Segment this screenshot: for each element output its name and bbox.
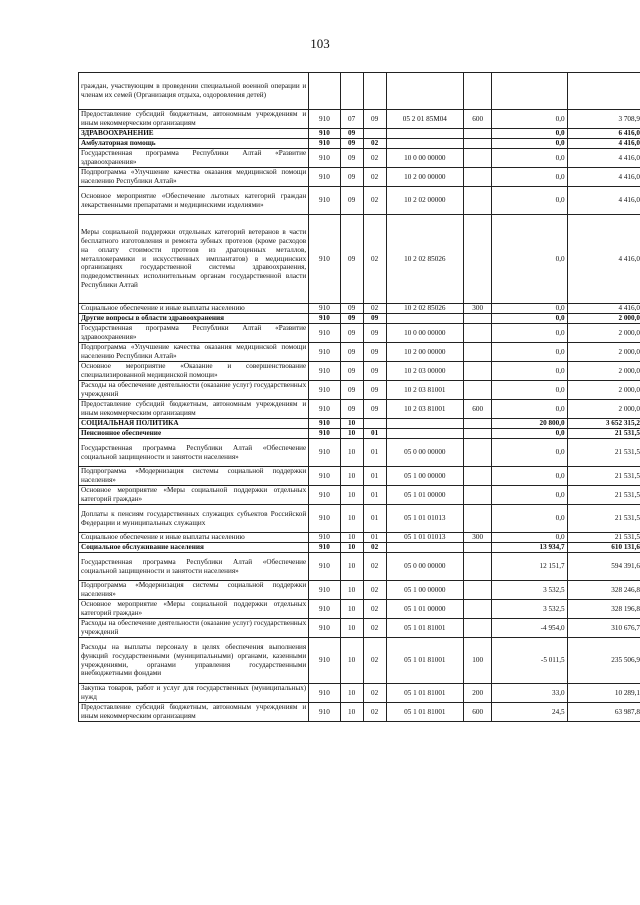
cell-subsection: 02: [363, 553, 386, 581]
cell-expense-type: [464, 73, 492, 110]
cell-target-article: 10 2 03 81001: [386, 381, 463, 400]
cell-total-amount: 2 000,0: [567, 381, 640, 400]
cell-expense-type: [464, 168, 492, 187]
table-row: [79, 486, 640, 505]
table-row: [79, 343, 640, 362]
cell-target-article: 05 1 01 00000: [386, 486, 463, 505]
cell-grbs: 910: [309, 553, 340, 581]
cell-name: Предоставление субсидий бюджетным, автономным учреждениям и иным некоммерческим организациям: [79, 400, 309, 419]
cell-name: Основное мероприятие «Обеспечение льготных категорий граждан лекарственными препаратами и медицинскими изделиями»: [79, 187, 309, 215]
cell-name: Подпрограмма «Улучшение качества оказания медицинской помощи населению Республики Алтай»: [79, 168, 309, 187]
cell-change-amount: 0,0: [492, 314, 567, 324]
table-row: [79, 581, 640, 600]
cell-grbs: 910: [309, 343, 340, 362]
cell-grbs: 910: [309, 168, 340, 187]
cell-total-amount: 4 416,0: [567, 139, 640, 149]
cell-subsection: 02: [363, 187, 386, 215]
cell-total-amount: 2 000,0: [567, 400, 640, 419]
cell-target-article: 05 1 01 81001: [386, 619, 463, 638]
cell-section: 10: [340, 703, 363, 722]
page-number: 103: [310, 36, 330, 51]
cell-name: Расходы на выплаты персоналу в целях обеспечения выполнения функций государственными (муниципальными) органами, казенными учреждениями, органами управления государственными внебюджетными фондами: [79, 638, 309, 684]
cell-target-article: 10 2 00 00000: [386, 168, 463, 187]
cell-total-amount: 4 416,0: [567, 149, 640, 168]
cell-target-article: [386, 429, 463, 439]
cell-grbs: 910: [309, 139, 340, 149]
cell-expense-type: [464, 553, 492, 581]
cell-subsection: 09: [363, 314, 386, 324]
cell-change-amount: 0,0: [492, 139, 567, 149]
table-row: [79, 168, 640, 187]
cell-total-amount: 63 987,8: [567, 703, 640, 722]
table-row: [79, 314, 640, 324]
cell-expense-type: [464, 467, 492, 486]
cell-change-amount: 0,0: [492, 215, 567, 304]
cell-change-amount: -4 954,0: [492, 619, 567, 638]
cell-target-article: 05 1 01 81001: [386, 684, 463, 703]
cell-expense-type: 200: [464, 684, 492, 703]
cell-target-article: 10 0 00 00000: [386, 149, 463, 168]
table-row: [79, 684, 640, 703]
cell-name: Социальное обеспечение и иные выплаты населению: [79, 533, 309, 543]
cell-expense-type: [464, 362, 492, 381]
cell-section: 09: [340, 324, 363, 343]
cell-total-amount: 21 531,5: [567, 467, 640, 486]
cell-name: Амбулаторная помощь: [79, 139, 309, 149]
cell-total-amount: 6 416,0: [567, 129, 640, 139]
table-row: [79, 381, 640, 400]
cell-total-amount: 21 531,5: [567, 533, 640, 543]
cell-section: 09: [340, 381, 363, 400]
cell-total-amount: 594 391,6: [567, 553, 640, 581]
cell-name: Государственная программа Республики Алтай «Развитие здравоохранения»: [79, 324, 309, 343]
cell-grbs: 910: [309, 324, 340, 343]
cell-subsection: 02: [363, 304, 386, 314]
cell-expense-type: [464, 149, 492, 168]
cell-total-amount: 21 531,5: [567, 429, 640, 439]
cell-expense-type: 300: [464, 304, 492, 314]
cell-grbs: 910: [309, 187, 340, 215]
cell-change-amount: 3 532,5: [492, 581, 567, 600]
cell-subsection: 02: [363, 168, 386, 187]
cell-subsection: 02: [363, 638, 386, 684]
cell-expense-type: 100: [464, 638, 492, 684]
cell-expense-type: [464, 505, 492, 533]
cell-section: 10: [340, 619, 363, 638]
cell-expense-type: [464, 314, 492, 324]
cell-expense-type: [464, 324, 492, 343]
cell-subsection: 09: [363, 400, 386, 419]
cell-target-article: 05 1 01 00000: [386, 600, 463, 619]
cell-target-article: 10 0 00 00000: [386, 324, 463, 343]
cell-grbs: 910: [309, 129, 340, 139]
cell-subsection: 02: [363, 543, 386, 553]
cell-section: 09: [340, 343, 363, 362]
cell-target-article: 05 1 00 00000: [386, 581, 463, 600]
cell-section: 10: [340, 533, 363, 543]
cell-change-amount: 24,5: [492, 703, 567, 722]
table-row: [79, 553, 640, 581]
cell-expense-type: [464, 600, 492, 619]
cell-target-article: [386, 419, 463, 429]
cell-target-article: [386, 314, 463, 324]
cell-section: 10: [340, 429, 363, 439]
cell-section: 10: [340, 600, 363, 619]
table-row: [79, 110, 640, 129]
cell-subsection: 01: [363, 467, 386, 486]
cell-target-article: [386, 543, 463, 553]
cell-name: Социальное обслуживание населения: [79, 543, 309, 553]
cell-section: 10: [340, 543, 363, 553]
cell-change-amount: 0,0: [492, 110, 567, 129]
cell-section: 09: [340, 187, 363, 215]
cell-section: 10: [340, 419, 363, 429]
cell-grbs: 910: [309, 314, 340, 324]
cell-subsection: 01: [363, 533, 386, 543]
cell-expense-type: [464, 215, 492, 304]
cell-section: 10: [340, 684, 363, 703]
cell-grbs: 910: [309, 400, 340, 419]
cell-change-amount: 0,0: [492, 429, 567, 439]
cell-name: Другие вопросы в области здравоохранения: [79, 314, 309, 324]
cell-expense-type: [464, 187, 492, 215]
cell-name: Предоставление субсидий бюджетным, автономным учреждениям и иным некоммерческим организациям: [79, 703, 309, 722]
cell-total-amount: 21 531,5: [567, 505, 640, 533]
cell-name: Меры социальной поддержки отдельных категорий ветеранов в части бесплатного изготовления и ремонта зубных протезов (кроме расходов на оплату стоимости протезов из драгоценных металлов, металлокерамики и искусственных имплантатов) в медицинских организациях государственной системы здравоохранения, подведомственных исполнительным органам государственной власти Республики Алтай: [79, 215, 309, 304]
cell-grbs: 910: [309, 703, 340, 722]
cell-change-amount: 0,0: [492, 168, 567, 187]
cell-total-amount: 235 506,9: [567, 638, 640, 684]
cell-section: 10: [340, 439, 363, 467]
cell-expense-type: 300: [464, 533, 492, 543]
cell-grbs: 910: [309, 215, 340, 304]
cell-change-amount: 0,0: [492, 129, 567, 139]
cell-total-amount: 2 000,0: [567, 362, 640, 381]
cell-target-article: [386, 73, 463, 110]
cell-total-amount: 4 416,0: [567, 215, 640, 304]
cell-name: Расходы на обеспечение деятельности (оказание услуг) государственных учреждений: [79, 381, 309, 400]
cell-subsection: 01: [363, 439, 386, 467]
cell-name: Социальное обеспечение и иные выплаты населению: [79, 304, 309, 314]
cell-total-amount: 4 416,0: [567, 187, 640, 215]
cell-name: Подпрограмма «Модернизация системы социальной поддержки населения»: [79, 467, 309, 486]
table-row: [79, 139, 640, 149]
cell-expense-type: [464, 129, 492, 139]
cell-section: 10: [340, 505, 363, 533]
table-row: [79, 400, 640, 419]
cell-subsection: 09: [363, 343, 386, 362]
cell-name: СОЦИАЛЬНАЯ ПОЛИТИКА: [79, 419, 309, 429]
table-row: [79, 304, 640, 314]
cell-name: Государственная программа Республики Алтай «Обеспечение социальной защищенности и занятости населения»: [79, 553, 309, 581]
cell-change-amount: 0,0: [492, 187, 567, 215]
cell-name: Подпрограмма «Улучшение качества оказания медицинской помощи населению Республики Алтай»: [79, 343, 309, 362]
cell-grbs: 910: [309, 439, 340, 467]
cell-name: ЗДРАВООХРАНЕНИЕ: [79, 129, 309, 139]
budget-table: [78, 72, 640, 722]
cell-subsection: 01: [363, 429, 386, 439]
cell-section: [340, 73, 363, 110]
cell-target-article: 05 1 01 01013: [386, 505, 463, 533]
cell-grbs: 910: [309, 149, 340, 168]
cell-grbs: 910: [309, 581, 340, 600]
cell-name: Закупка товаров, работ и услуг для государственных (муниципальных) нужд: [79, 684, 309, 703]
cell-change-amount: 0,0: [492, 533, 567, 543]
cell-section: 10: [340, 486, 363, 505]
cell-target-article: 10 2 03 00000: [386, 362, 463, 381]
cell-name: Государственная программа Республики Алтай «Развитие здравоохранения»: [79, 149, 309, 168]
cell-change-amount: 0,0: [492, 400, 567, 419]
cell-change-amount: 0,0: [492, 324, 567, 343]
cell-grbs: 910: [309, 619, 340, 638]
cell-grbs: 910: [309, 304, 340, 314]
cell-subsection: 09: [363, 324, 386, 343]
cell-total-amount: 310 676,7: [567, 619, 640, 638]
cell-total-amount: 3 652 315,2: [567, 419, 640, 429]
cell-subsection: 01: [363, 486, 386, 505]
cell-change-amount: 0,0: [492, 505, 567, 533]
cell-name: граждан, участвующим в проведении специальной военной операции и членам их семей (Организация отдыха, оздоровления детей): [79, 73, 309, 110]
cell-section: 09: [340, 314, 363, 324]
cell-name: Пенсионное обеспечение: [79, 429, 309, 439]
cell-expense-type: [464, 139, 492, 149]
cell-subsection: 02: [363, 619, 386, 638]
cell-section: 10: [340, 581, 363, 600]
table-row: [79, 505, 640, 533]
cell-section: 10: [340, 638, 363, 684]
cell-change-amount: 0,0: [492, 467, 567, 486]
table-row: [79, 619, 640, 638]
table-row: [79, 429, 640, 439]
cell-subsection: 02: [363, 703, 386, 722]
cell-grbs: 910: [309, 429, 340, 439]
table-row: [79, 703, 640, 722]
cell-expense-type: 600: [464, 110, 492, 129]
cell-section: 10: [340, 467, 363, 486]
cell-expense-type: [464, 619, 492, 638]
table-row: [79, 467, 640, 486]
cell-change-amount: 33,0: [492, 684, 567, 703]
cell-name: Доплаты к пенсиям государственных служащих субъектов Российской Федерации и муниципальных служащих: [79, 505, 309, 533]
cell-section: 09: [340, 168, 363, 187]
cell-grbs: 910: [309, 486, 340, 505]
cell-name: Подпрограмма «Модернизация системы социальной поддержки населения»: [79, 581, 309, 600]
cell-change-amount: 13 934,7: [492, 543, 567, 553]
cell-change-amount: 0,0: [492, 343, 567, 362]
cell-change-amount: 3 532,5: [492, 600, 567, 619]
table-row: [79, 362, 640, 381]
table-row: [79, 149, 640, 168]
cell-name: Государственная программа Республики Алтай «Обеспечение социальной защищенности и занятости населения»: [79, 439, 309, 467]
cell-grbs: 910: [309, 600, 340, 619]
cell-change-amount: [492, 73, 567, 110]
table-row: [79, 600, 640, 619]
cell-grbs: 910: [309, 638, 340, 684]
cell-section: 09: [340, 149, 363, 168]
table-row: [79, 419, 640, 429]
cell-total-amount: 3 708,9: [567, 110, 640, 129]
cell-total-amount: 4 416,0: [567, 304, 640, 314]
cell-subsection: 02: [363, 581, 386, 600]
cell-change-amount: 0,0: [492, 439, 567, 467]
cell-section: 09: [340, 129, 363, 139]
cell-expense-type: [464, 429, 492, 439]
cell-subsection: [363, 73, 386, 110]
cell-target-article: 05 1 01 81001: [386, 638, 463, 684]
cell-change-amount: 0,0: [492, 149, 567, 168]
cell-grbs: [309, 73, 340, 110]
cell-subsection: 09: [363, 381, 386, 400]
cell-grbs: 910: [309, 467, 340, 486]
cell-target-article: 10 2 02 85026: [386, 304, 463, 314]
cell-target-article: 10 2 02 85026: [386, 215, 463, 304]
table-row: [79, 324, 640, 343]
table-row: [79, 215, 640, 304]
cell-section: 09: [340, 400, 363, 419]
cell-change-amount: 0,0: [492, 381, 567, 400]
cell-target-article: 10 2 00 00000: [386, 343, 463, 362]
cell-change-amount: 0,0: [492, 486, 567, 505]
cell-subsection: 02: [363, 139, 386, 149]
cell-target-article: 05 0 00 00000: [386, 439, 463, 467]
cell-section: 09: [340, 139, 363, 149]
cell-change-amount: 12 151,7: [492, 553, 567, 581]
cell-total-amount: 21 531,5: [567, 439, 640, 467]
cell-subsection: 02: [363, 215, 386, 304]
cell-grbs: 910: [309, 533, 340, 543]
cell-expense-type: [464, 343, 492, 362]
cell-change-amount: -5 011,5: [492, 638, 567, 684]
cell-section: 10: [340, 553, 363, 581]
cell-change-amount: 20 800,0: [492, 419, 567, 429]
cell-name: Основное мероприятие «Меры социальной поддержки отдельных категорий граждан»: [79, 486, 309, 505]
cell-section: 09: [340, 362, 363, 381]
cell-total-amount: 2 000,0: [567, 324, 640, 343]
cell-grbs: 910: [309, 110, 340, 129]
cell-section: 09: [340, 215, 363, 304]
table-row: [79, 187, 640, 215]
cell-total-amount: 10 289,1: [567, 684, 640, 703]
cell-subsection: 02: [363, 684, 386, 703]
cell-target-article: 05 0 00 00000: [386, 553, 463, 581]
cell-total-amount: 2 000,0: [567, 343, 640, 362]
cell-subsection: [363, 129, 386, 139]
table-row: [79, 543, 640, 553]
cell-target-article: 05 1 00 00000: [386, 467, 463, 486]
cell-expense-type: [464, 419, 492, 429]
cell-total-amount: 610 131,6: [567, 543, 640, 553]
cell-subsection: [363, 419, 386, 429]
table-row: [79, 73, 640, 110]
cell-target-article: 05 1 01 01013: [386, 533, 463, 543]
cell-grbs: 910: [309, 362, 340, 381]
cell-target-article: 10 2 02 00000: [386, 187, 463, 215]
cell-target-article: 10 2 03 81001: [386, 400, 463, 419]
cell-expense-type: 600: [464, 400, 492, 419]
cell-total-amount: 2 000,0: [567, 314, 640, 324]
cell-change-amount: 0,0: [492, 362, 567, 381]
cell-expense-type: [464, 543, 492, 553]
cell-total-amount: 4 416,0: [567, 168, 640, 187]
cell-change-amount: 0,0: [492, 304, 567, 314]
cell-section: 09: [340, 304, 363, 314]
cell-subsection: 02: [363, 149, 386, 168]
table-row: [79, 638, 640, 684]
cell-target-article: 05 1 01 81001: [386, 703, 463, 722]
cell-expense-type: [464, 581, 492, 600]
cell-expense-type: [464, 439, 492, 467]
cell-target-article: [386, 129, 463, 139]
cell-section: 07: [340, 110, 363, 129]
cell-subsection: 09: [363, 110, 386, 129]
table-row: [79, 533, 640, 543]
cell-target-article: [386, 139, 463, 149]
cell-grbs: 910: [309, 543, 340, 553]
cell-subsection: 02: [363, 600, 386, 619]
cell-grbs: 910: [309, 419, 340, 429]
cell-total-amount: 328 246,8: [567, 581, 640, 600]
cell-expense-type: [464, 381, 492, 400]
cell-target-article: 05 2 01 85М04: [386, 110, 463, 129]
cell-expense-type: 600: [464, 703, 492, 722]
cell-expense-type: [464, 486, 492, 505]
cell-total-amount: 328 196,8: [567, 600, 640, 619]
cell-total-amount: [567, 73, 640, 110]
cell-name: Расходы на обеспечение деятельности (оказание услуг) государственных учреждений: [79, 619, 309, 638]
cell-subsection: 01: [363, 505, 386, 533]
table-row: [79, 129, 640, 139]
cell-grbs: 910: [309, 684, 340, 703]
cell-name: Предоставление субсидий бюджетным, автономным учреждениям и иным некоммерческим организациям: [79, 110, 309, 129]
cell-total-amount: 21 531,5: [567, 486, 640, 505]
cell-grbs: 910: [309, 505, 340, 533]
cell-subsection: 09: [363, 362, 386, 381]
cell-grbs: 910: [309, 381, 340, 400]
cell-name: Основное мероприятие «Меры социальной поддержки отдельных категорий граждан»: [79, 600, 309, 619]
table-row: [79, 439, 640, 467]
cell-name: Основное мероприятие «Оказание и совершенствование специализированной медицинской помощи»: [79, 362, 309, 381]
